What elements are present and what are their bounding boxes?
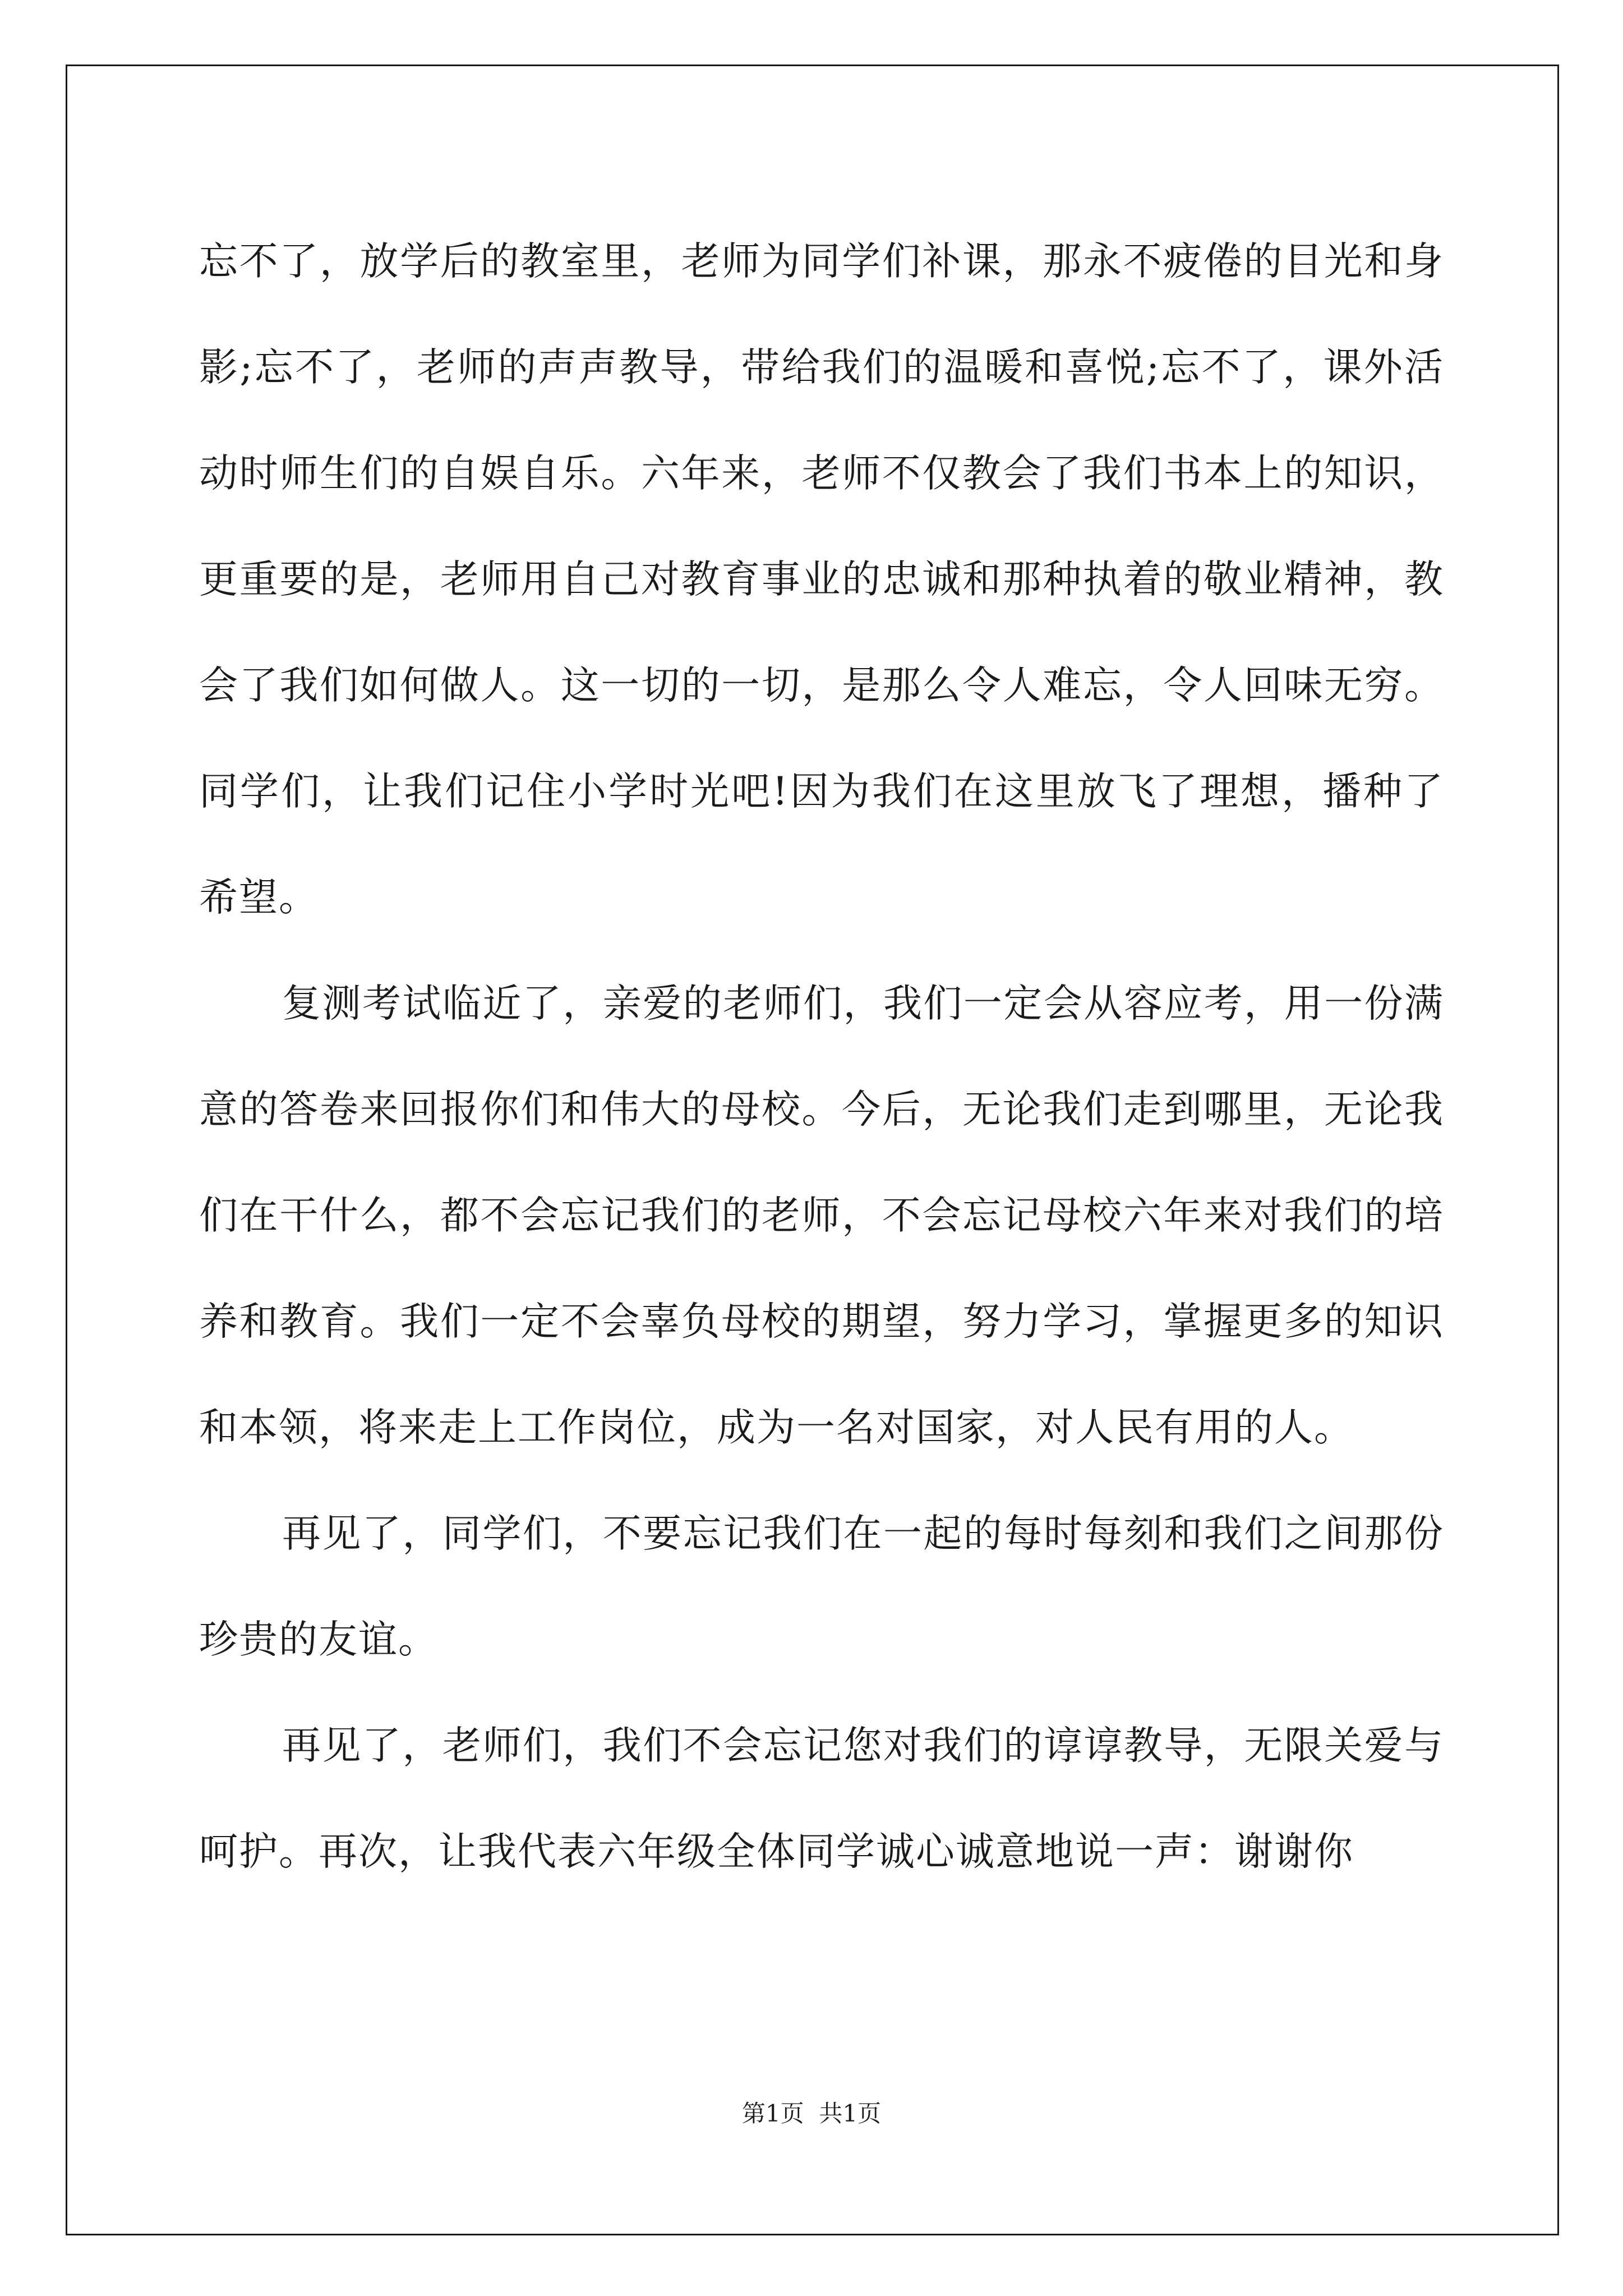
paragraph-4: 再见了，老师们，我们不会忘记您对我们的谆谆教导，无限关爱与呵护。再次，让我代表六年级全体同学诚心诚意地说一声：谢谢你 bbox=[199, 1723, 1444, 1874]
paragraph-3: 再见了，同学们，不要忘记我们在一起的每时每刻和我们之间那份珍贵的友谊。 bbox=[199, 1511, 1444, 1662]
document-body bbox=[199, 209, 1444, 1905]
page-number-footer: 第1页 共1页 bbox=[741, 2100, 882, 2127]
paragraph-2: 复测考试临近了，亲爱的老师们，我们一定会从容应考，用一份满意的答卷来回报你们和伟大的母校。今后，无论我们走到哪里，无论我们在干什么，都不会忘记我们的老师，不会忘记母校六年来对我们的培养和教育。我们一定不会辜负母校的期望，努力学习，掌握更多的知识和本领，将来走上工作岗位，成为一名对国家，对人民有用的人。 bbox=[199, 981, 1444, 1450]
paragraph-1: 忘不了，放学后的教室里，老师为同学们补课，那永不疲倦的目光和身影;忘不了，老师的声声教导，带给我们的温暖和喜悦;忘不了，课外活动时师生们的自娱自乐。六年来，老师不仅教会了我们书本上的知识，更重要的是，老师用自己对教育事业的忠诚和那种执着的敬业精神，教会了我们如何做人。这一切的一切，是那么令人难忘，令人回味无穷。同学们，让我们记住小学时光吧!因为我们在这里放飞了理想，播种了希望。 bbox=[199, 239, 1444, 920]
